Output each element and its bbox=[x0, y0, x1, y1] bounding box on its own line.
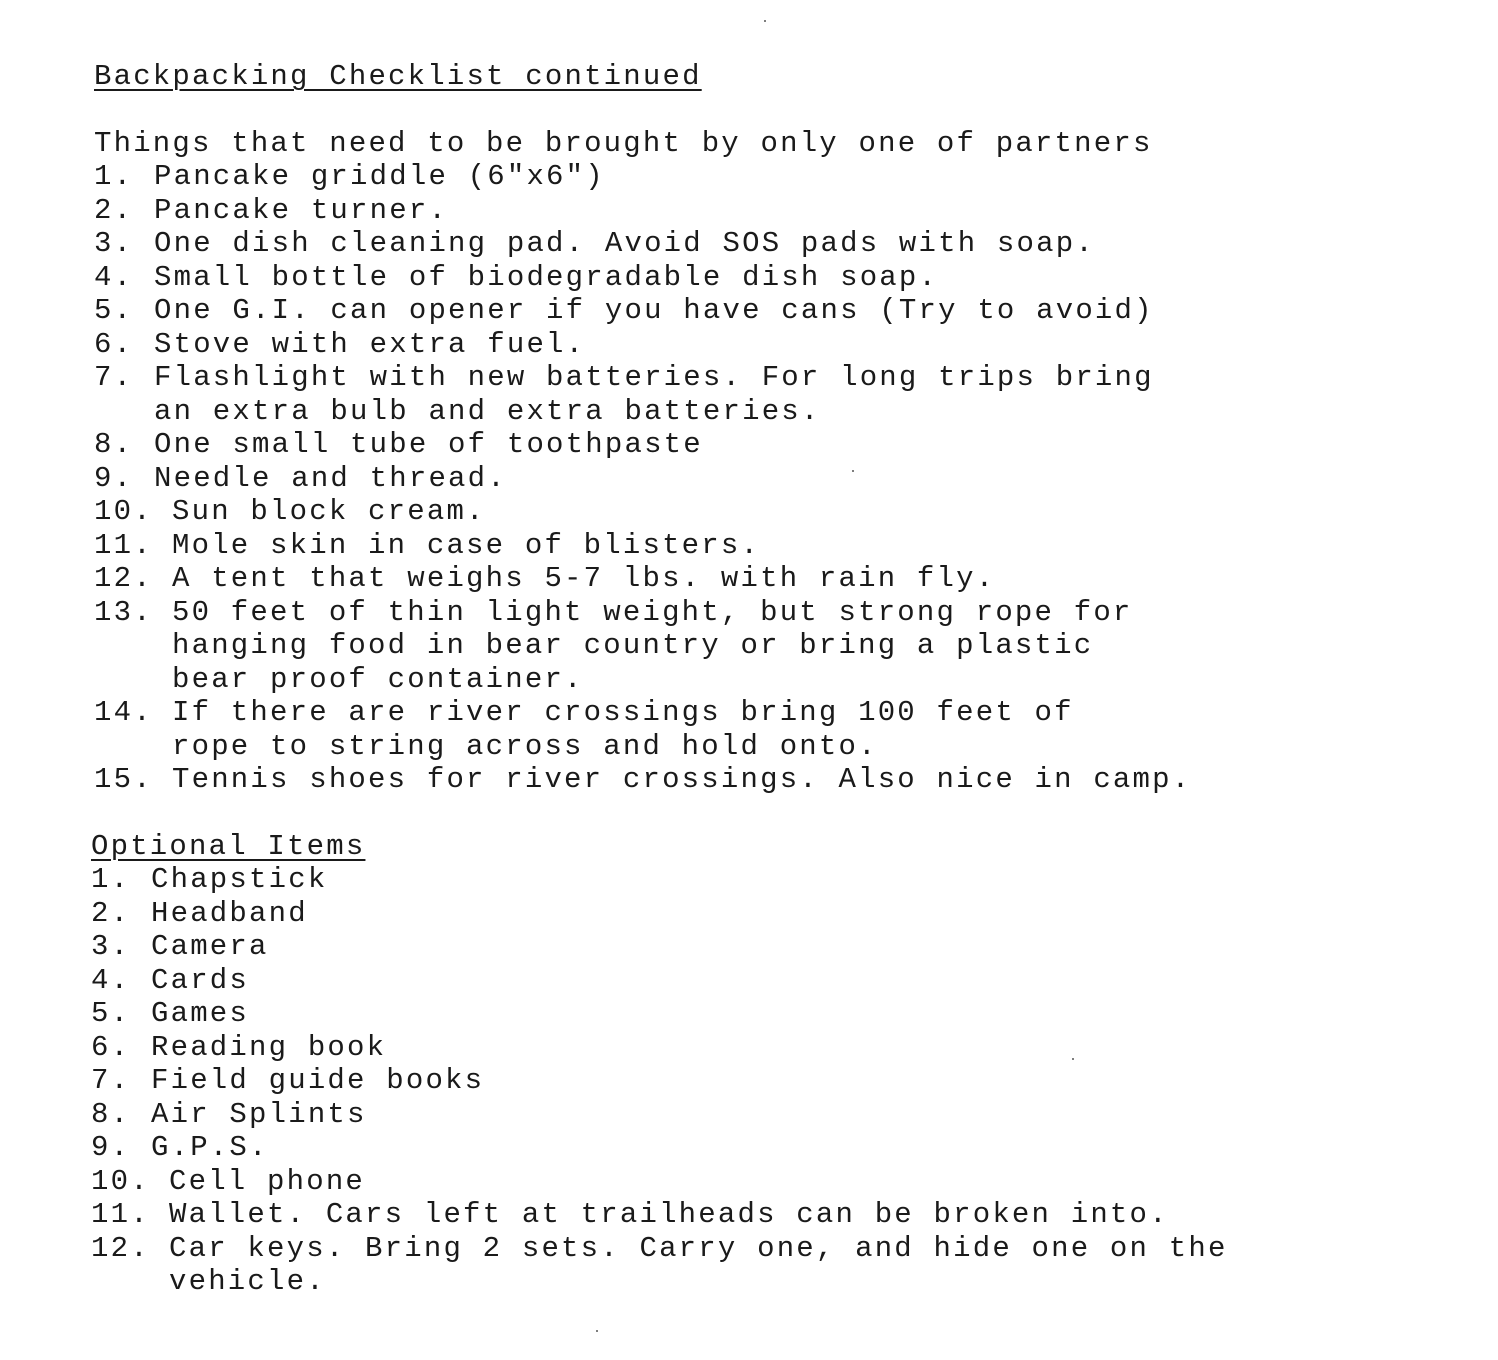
item-number: 12. bbox=[91, 1231, 150, 1265]
list-item bbox=[94, 529, 1474, 563]
item-number: 3. bbox=[94, 227, 134, 260]
item-text: Headband bbox=[151, 896, 308, 930]
item-number: 7. bbox=[91, 1064, 131, 1097]
item-number: 15. bbox=[94, 763, 153, 796]
optional-section bbox=[91, 830, 1474, 1299]
intro-line: Things that need to be brought by only one of partners bbox=[94, 126, 1153, 160]
item-text: One dish cleaning pad. Avoid SOS pads with soap. bbox=[154, 227, 1095, 260]
item-number: 4. bbox=[91, 963, 131, 997]
item-text: 50 feet of thin light weight, but strong rope for hanging food in bear country or bring a plastic bear proof container. bbox=[172, 595, 1133, 696]
item-number: 4. bbox=[94, 260, 134, 294]
item-number: 1. bbox=[91, 863, 131, 896]
item-number: 1. bbox=[94, 160, 134, 193]
list-item bbox=[91, 897, 1474, 931]
item-number: 9. bbox=[91, 1131, 131, 1164]
item-text: Cell phone bbox=[169, 1164, 366, 1198]
list-item bbox=[91, 863, 1474, 897]
list-item bbox=[91, 1198, 1474, 1232]
item-text: Car keys. Bring 2 sets. Carry one, and hide one on the vehicle. bbox=[169, 1231, 1228, 1298]
item-text: Air Splints bbox=[151, 1097, 367, 1131]
item-text: One small tube of toothpaste bbox=[154, 428, 703, 461]
item-number: 12. bbox=[94, 562, 153, 595]
item-text: Chapstick bbox=[151, 863, 328, 896]
item-text: A tent that weighs 5-7 lbs. with rain fly. bbox=[172, 562, 996, 595]
list-item bbox=[94, 696, 1474, 763]
list-item bbox=[91, 1232, 1474, 1299]
item-text: Stove with extra fuel. bbox=[154, 327, 586, 361]
item-number: 8. bbox=[91, 1097, 131, 1131]
list-item bbox=[91, 964, 1474, 998]
list-item bbox=[94, 562, 1474, 596]
list-item bbox=[94, 294, 1474, 328]
item-text: Tennis shoes for river crossings. Also nice in camp. bbox=[172, 763, 1192, 796]
item-text: Needle and thread. bbox=[154, 461, 507, 495]
item-number: 9. bbox=[94, 461, 134, 495]
item-number: 2. bbox=[94, 193, 134, 227]
item-number: 3. bbox=[91, 930, 131, 963]
item-number: 7. bbox=[94, 361, 134, 394]
list-item bbox=[94, 261, 1474, 295]
item-number: 2. bbox=[91, 896, 131, 930]
item-number: 11. bbox=[94, 528, 153, 562]
item-text: Sun block cream. bbox=[172, 495, 486, 528]
list-item bbox=[91, 1098, 1474, 1132]
optional-heading: Optional Items bbox=[91, 829, 366, 863]
scan-speck bbox=[596, 1330, 598, 1332]
item-number: 13. bbox=[94, 595, 153, 629]
document-page bbox=[91, 60, 1474, 1299]
item-number: 5. bbox=[91, 997, 131, 1030]
item-number: 6. bbox=[91, 1030, 131, 1064]
item-text: Reading book bbox=[151, 1030, 387, 1064]
document-title: Backpacking Checklist continued bbox=[94, 60, 702, 93]
list-item bbox=[91, 1031, 1474, 1065]
list-item bbox=[94, 160, 1474, 194]
item-text: Wallet. Cars left at trailheads can be broken into. bbox=[169, 1198, 1169, 1231]
list-item bbox=[91, 1064, 1474, 1098]
item-number: 10. bbox=[91, 1164, 150, 1198]
item-text: Camera bbox=[151, 930, 269, 963]
list-item bbox=[94, 428, 1474, 462]
list-item bbox=[91, 930, 1474, 964]
list-item bbox=[94, 763, 1474, 797]
list-item bbox=[91, 997, 1474, 1031]
item-text: Games bbox=[151, 997, 250, 1030]
list-item bbox=[94, 194, 1474, 228]
item-text: Mole skin in case of blisters. bbox=[172, 528, 761, 562]
item-number: 8. bbox=[94, 428, 134, 461]
list-item bbox=[94, 462, 1474, 496]
item-number: 14. bbox=[94, 696, 153, 729]
optional-items-list bbox=[91, 863, 1474, 1299]
item-text: Small bottle of biodegradable dish soap. bbox=[154, 260, 939, 294]
item-text: Cards bbox=[151, 963, 250, 997]
list-item bbox=[91, 1165, 1474, 1199]
shared-items-list bbox=[94, 160, 1474, 797]
item-number: 10. bbox=[94, 495, 153, 528]
list-item bbox=[94, 596, 1474, 697]
list-item bbox=[94, 495, 1474, 529]
item-number: 11. bbox=[91, 1198, 150, 1231]
item-text: If there are river crossings bring 100 feet of rope to string across and hold onto. bbox=[172, 696, 1074, 763]
list-item bbox=[94, 328, 1474, 362]
item-text: Field guide books bbox=[151, 1064, 485, 1097]
item-text: Pancake griddle (6"x6") bbox=[154, 160, 605, 193]
item-text: G.P.S. bbox=[151, 1131, 269, 1164]
list-item bbox=[94, 227, 1474, 261]
list-item bbox=[94, 361, 1474, 428]
item-text: Pancake turner. bbox=[154, 193, 449, 227]
item-text: Flashlight with new batteries. For long trips bring an extra bulb and extra batteries. bbox=[154, 361, 1154, 428]
item-text: One G.I. can opener if you have cans (Try to avoid) bbox=[154, 294, 1154, 327]
item-number: 6. bbox=[94, 327, 134, 361]
item-number: 5. bbox=[94, 294, 134, 327]
scan-speck bbox=[764, 20, 766, 22]
list-item bbox=[91, 1131, 1474, 1165]
